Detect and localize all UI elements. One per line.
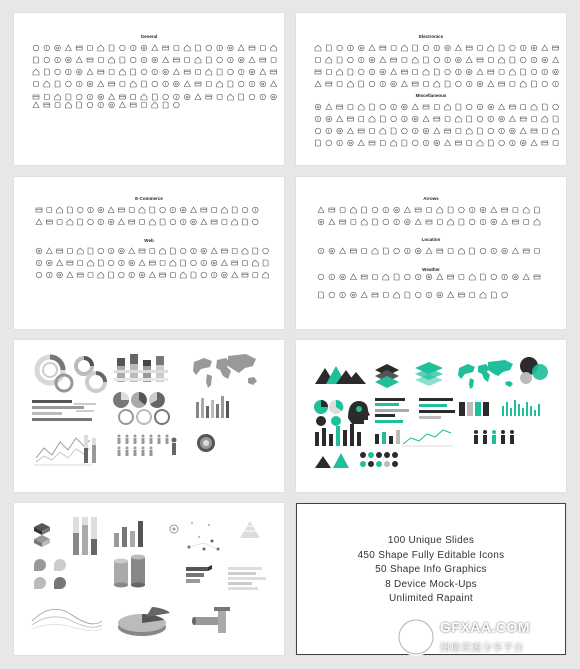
cylinder-3d-graphic [114,555,145,588]
horizontal-bars-dark-graphic [419,398,455,419]
world-map-teal-graphic [458,360,513,389]
people-teal-graphic [474,430,514,444]
horizontal-bars-graphic [32,400,96,421]
vertical-gauges-graphic [84,435,96,463]
slide-arrows-icons [296,177,566,329]
horizontal-bars-teal-graphic [375,398,409,423]
venn-circles-graphic [520,357,548,384]
slide-teal-infographics [296,340,566,492]
pipe-3d-graphic [192,607,230,633]
slide-3d-infographics [14,503,284,655]
layer-stack-3d-graphic [34,523,50,547]
pie-3d-graphic [118,607,170,636]
target-circle-graphic [197,434,215,452]
mountain-chart-graphic [315,366,366,384]
icon-grid-arrows [296,177,566,329]
watermark-logo-icon [394,615,438,659]
feature-unlimited-repaint: Unlimited Rapaint [388,593,474,604]
section-title-arrows: Arrows [423,196,439,201]
section-title-weather: Weather [422,267,440,272]
infographics-gray [14,340,284,492]
bar-3d-graphic [114,521,143,547]
feature-info-graphics: 50 Shape Info Graphics [375,564,487,575]
watermark-site: GFXAA.COM [440,619,531,635]
column-3d-graphic [73,517,97,555]
section-title-web: Web [144,238,154,243]
infographics-3d [14,503,284,655]
head-profile-graphic [348,401,370,424]
bar-chart-dark-graphic [315,424,361,446]
icon-grid-general [14,13,284,165]
network-diagram-graphic [170,522,220,551]
slide-gray-infographics [14,340,284,492]
bar-columns-graphic [196,396,229,418]
pyramid-3d-graphic [240,521,260,538]
speech-circles-graphic [34,559,66,589]
bar-chart-small-graphic [375,430,400,444]
layer-stack-teal-graphic [415,362,443,386]
layer-stack-graphic [375,364,399,388]
slide-ecommerce-icons [14,177,284,329]
pie-circles-graphic [113,392,169,424]
section-title-miscellaneous: Miscellaneous [415,93,447,98]
line-graph-graphic [34,438,92,465]
line-chart-teal-graphic [401,430,453,446]
stair-chart-graphic [186,565,212,583]
stacked-bars-graphic [114,354,168,382]
watermark [394,613,576,663]
pyramid-triangles-graphic [315,453,349,468]
horizontal-bars-3d-graphic [228,567,266,590]
section-title-location: Location [421,237,441,242]
feature-device-mockups: 8 Device Mock-Ups [385,578,477,590]
icon-grid-ecommerce [14,177,284,329]
dot-grid-graphic [360,452,398,467]
infographics-teal [296,340,566,492]
feature-unique-slides: 100 Unique Slides [387,535,475,546]
icon-grid-electronics [296,13,566,165]
features-list [297,534,565,607]
slide-general-icons [14,13,284,165]
equalizer-bars-graphic [502,400,540,416]
feature-editable-icons: 450 Shape Fully Editable Icons [357,549,505,561]
donut-chart-graphic [37,357,105,391]
people-icons-graphic [118,435,177,457]
wave-lines-graphic [32,609,102,630]
world-map-graphic [193,354,257,388]
section-title-electronics: Electronics [418,34,444,39]
section-title-ecommerce: E-Commerce [135,196,163,201]
slide-electronics-icons [296,13,566,165]
section-title-general: General [140,34,158,39]
watermark-tagline: 图像资源分享平台 [440,643,524,654]
column-pairs-graphic [459,402,489,416]
pie-teal-graphic [314,400,343,426]
